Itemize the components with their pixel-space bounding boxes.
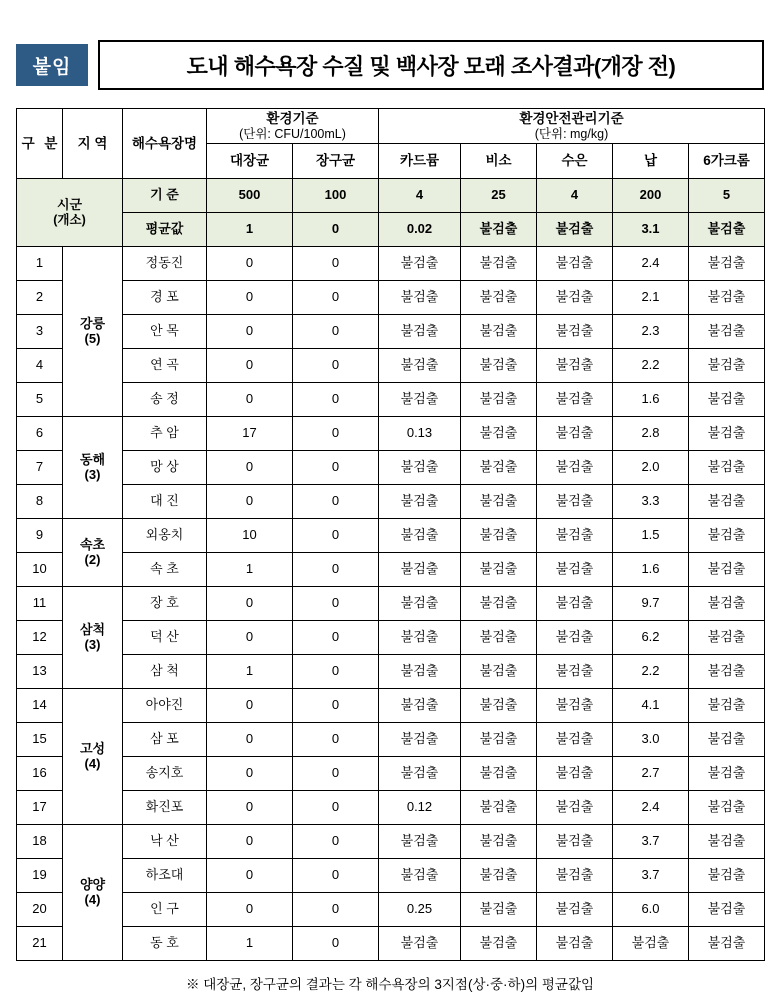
row-number-cell: 3	[17, 315, 63, 349]
table-row	[17, 315, 765, 349]
measurement-cell: 0	[207, 723, 293, 757]
row-number-cell: 13	[17, 655, 63, 689]
row-number-cell: 1	[17, 247, 63, 281]
measurement-cell: 불검출	[461, 417, 537, 451]
measurement-cell: 불검출	[689, 723, 765, 757]
measurement-cell: 2.2	[613, 349, 689, 383]
measurement-cell: 불검출	[537, 247, 613, 281]
measurement-cell: 불검출	[689, 281, 765, 315]
measurement-cell: 1.6	[613, 383, 689, 417]
standard-value-cell: 100	[293, 179, 379, 213]
measurement-cell: 불검출	[461, 383, 537, 417]
table-row	[17, 621, 765, 655]
col-header-gubun: 구 분	[17, 109, 63, 179]
measurement-cell: 0	[293, 315, 379, 349]
measurement-cell: 불검출	[537, 315, 613, 349]
measurement-cell: 0	[293, 349, 379, 383]
table-row	[17, 519, 765, 553]
row-number-cell: 21	[17, 927, 63, 961]
row-number-cell: 12	[17, 621, 63, 655]
measurement-cell: 0	[207, 281, 293, 315]
measurement-cell: 0	[293, 451, 379, 485]
region-cell: 고성 (4)	[63, 689, 123, 825]
measurement-cell: 불검출	[689, 247, 765, 281]
col-header-env-standard: 환경기준 (단위: CFU/100mL)	[207, 109, 379, 144]
table-row	[17, 893, 765, 927]
measurement-cell: 불검출	[537, 587, 613, 621]
measurement-cell: 0	[293, 859, 379, 893]
measurement-cell: 0	[293, 519, 379, 553]
beach-name-cell: 아야진	[123, 689, 207, 723]
measurement-cell: 0	[207, 315, 293, 349]
measurement-cell: 불검출	[461, 893, 537, 927]
measurement-cell: 0	[207, 859, 293, 893]
measurement-cell: 불검출	[537, 553, 613, 587]
measurement-cell: 불검출	[537, 281, 613, 315]
measurement-cell: 1	[207, 927, 293, 961]
row-number-cell: 2	[17, 281, 63, 315]
region-cell: 동해 (3)	[63, 417, 123, 519]
measurement-cell: 0	[207, 451, 293, 485]
col-header-lead: 납	[613, 144, 689, 179]
table-row	[17, 859, 765, 893]
table-row	[17, 723, 765, 757]
region-cell: 속초 (2)	[63, 519, 123, 587]
col-header-arsenic: 비소	[461, 144, 537, 179]
measurement-cell: 불검출	[689, 587, 765, 621]
measurement-cell: 불검출	[537, 791, 613, 825]
measurement-cell: 불검출	[689, 689, 765, 723]
measurement-cell: 불검출	[461, 281, 537, 315]
measurement-cell: 10	[207, 519, 293, 553]
table-row	[17, 553, 765, 587]
row-number-cell: 8	[17, 485, 63, 519]
row-number-cell: 9	[17, 519, 63, 553]
standard-value-cell: 200	[613, 179, 689, 213]
measurement-cell: 불검출	[689, 859, 765, 893]
table-row	[17, 281, 765, 315]
beach-name-cell: 하조대	[123, 859, 207, 893]
measurement-cell: 0	[207, 383, 293, 417]
table-row	[17, 587, 765, 621]
measurement-cell: 불검출	[537, 927, 613, 961]
measurement-cell: 불검출	[461, 655, 537, 689]
measurement-cell: 불검출	[461, 553, 537, 587]
measurement-cell: 0	[293, 825, 379, 859]
measurement-cell: 0	[207, 621, 293, 655]
measurement-cell: 불검출	[379, 723, 461, 757]
row-number-cell: 11	[17, 587, 63, 621]
standard-value-cell: 25	[461, 179, 537, 213]
row-number-cell: 18	[17, 825, 63, 859]
measurement-cell: 0	[207, 825, 293, 859]
measurement-cell: 0	[293, 893, 379, 927]
measurement-cell: 불검출	[537, 519, 613, 553]
row-number-cell: 10	[17, 553, 63, 587]
measurement-cell: 0	[293, 791, 379, 825]
measurement-cell: 0.25	[379, 893, 461, 927]
measurement-cell: 불검출	[537, 451, 613, 485]
table-head-row-1	[17, 109, 765, 144]
measurement-cell: 0	[207, 757, 293, 791]
measurement-cell: 불검출	[537, 349, 613, 383]
beach-name-cell: 동 호	[123, 927, 207, 961]
measurement-cell: 0	[207, 587, 293, 621]
row-number-cell: 4	[17, 349, 63, 383]
measurement-cell: 불검출	[537, 825, 613, 859]
sigun-label-cell: 시군 (개소)	[17, 179, 123, 247]
measurement-cell: 불검출	[689, 825, 765, 859]
measurement-cell: 0	[293, 281, 379, 315]
measurement-cell: 3.3	[613, 485, 689, 519]
measurement-cell: 3.7	[613, 859, 689, 893]
measurement-cell: 17	[207, 417, 293, 451]
table-row	[17, 791, 765, 825]
measurement-cell: 3.7	[613, 825, 689, 859]
measurement-cell: 불검출	[461, 757, 537, 791]
measurement-cell: 불검출	[461, 451, 537, 485]
measurement-cell: 0	[293, 621, 379, 655]
row-number-cell: 6	[17, 417, 63, 451]
measurement-cell: 0	[293, 655, 379, 689]
measurement-cell: 불검출	[689, 315, 765, 349]
table-row	[17, 927, 765, 961]
measurement-cell: 0.13	[379, 417, 461, 451]
row-number-cell: 19	[17, 859, 63, 893]
col-header-safety-standard: 환경안전관리기준 (단위: mg/kg)	[379, 109, 765, 144]
col-header-mercury: 수은	[537, 144, 613, 179]
measurement-cell: 불검출	[537, 757, 613, 791]
measurement-cell: 불검출	[379, 655, 461, 689]
measurement-cell: 1	[207, 655, 293, 689]
measurement-cell: 불검출	[379, 757, 461, 791]
row-number-cell: 16	[17, 757, 63, 791]
measurement-cell: 불검출	[379, 859, 461, 893]
document-header	[16, 40, 764, 90]
measurement-cell: 불검출	[689, 927, 765, 961]
col-header-cadmium: 카드뮴	[379, 144, 461, 179]
measurement-cell: 불검출	[379, 349, 461, 383]
col-header-enterococcus: 장구균	[293, 144, 379, 179]
measurement-cell: 불검출	[537, 655, 613, 689]
page-title: 도내 해수욕장 수질 및 백사장 모래 조사결과(개장 전)	[186, 53, 676, 79]
beach-name-cell: 송지호	[123, 757, 207, 791]
measurement-cell: 불검출	[689, 553, 765, 587]
beach-name-cell: 안 목	[123, 315, 207, 349]
measurement-cell: 불검출	[537, 689, 613, 723]
measurement-cell: 불검출	[379, 281, 461, 315]
measurement-cell: 9.7	[613, 587, 689, 621]
region-cell: 강릉 (5)	[63, 247, 123, 417]
measurement-cell: 불검출	[537, 417, 613, 451]
measurement-cell: 불검출	[689, 757, 765, 791]
table-row	[17, 485, 765, 519]
measurement-cell: 불검출	[461, 859, 537, 893]
measurement-cell: 0	[293, 247, 379, 281]
beach-name-cell: 속 초	[123, 553, 207, 587]
measurement-cell: 0	[293, 417, 379, 451]
average-value-cell: 0	[293, 213, 379, 247]
row-number-cell: 5	[17, 383, 63, 417]
measurement-cell: 불검출	[689, 621, 765, 655]
measurement-cell: 0	[207, 247, 293, 281]
measurement-cell: 불검출	[689, 451, 765, 485]
measurement-cell: 불검출	[613, 927, 689, 961]
row-number-cell: 7	[17, 451, 63, 485]
measurement-cell: 불검출	[537, 485, 613, 519]
standard-value-cell: 500	[207, 179, 293, 213]
measurement-cell: 불검출	[461, 485, 537, 519]
measurement-cell: 불검출	[689, 383, 765, 417]
col-header-coliform: 대장균	[207, 144, 293, 179]
measurement-cell: 0	[293, 927, 379, 961]
beach-name-cell: 화진포	[123, 791, 207, 825]
row-number-cell: 14	[17, 689, 63, 723]
measurement-cell: 6.2	[613, 621, 689, 655]
beach-name-cell: 장 호	[123, 587, 207, 621]
measurement-cell: 불검출	[689, 485, 765, 519]
measurement-cell: 2.2	[613, 655, 689, 689]
measurement-cell: 불검출	[537, 621, 613, 655]
measurement-cell: 2.3	[613, 315, 689, 349]
standard-label-cell: 기 준	[123, 179, 207, 213]
measurement-cell: 2.8	[613, 417, 689, 451]
average-value-cell: 3.1	[613, 213, 689, 247]
measurement-cell: 불검출	[379, 587, 461, 621]
measurement-cell: 0	[293, 757, 379, 791]
beach-name-cell: 삼 포	[123, 723, 207, 757]
measurement-cell: 0	[293, 553, 379, 587]
measurement-cell: 0.12	[379, 791, 461, 825]
beach-name-cell: 정동진	[123, 247, 207, 281]
region-cell: 양양 (4)	[63, 825, 123, 961]
measurement-cell: 불검출	[537, 859, 613, 893]
table-row	[17, 247, 765, 281]
row-number-cell: 15	[17, 723, 63, 757]
measurement-cell: 0	[293, 587, 379, 621]
measurement-cell: 불검출	[461, 587, 537, 621]
measurement-cell: 불검출	[537, 383, 613, 417]
table-row	[17, 757, 765, 791]
footnote: ※ 대장균, 장구균의 결과는 각 해수욕장의 3지점(상·중·하)의 평균값임	[185, 977, 595, 992]
standard-row	[17, 179, 765, 213]
standard-value-cell: 5	[689, 179, 765, 213]
average-value-cell: 불검출	[461, 213, 537, 247]
measurement-cell: 0	[293, 723, 379, 757]
measurement-cell: 2.0	[613, 451, 689, 485]
row-number-cell: 20	[17, 893, 63, 927]
col-header-region: 지 역	[63, 109, 123, 179]
beach-name-cell: 삼 척	[123, 655, 207, 689]
measurement-cell: 불검출	[379, 689, 461, 723]
measurement-cell: 불검출	[379, 451, 461, 485]
measurement-cell: 0	[207, 893, 293, 927]
title-box	[98, 40, 764, 90]
measurement-cell: 불검출	[461, 621, 537, 655]
measurement-cell: 불검출	[461, 689, 537, 723]
table-row	[17, 349, 765, 383]
measurement-cell: 0	[207, 689, 293, 723]
average-label-cell: 평균값	[123, 213, 207, 247]
beach-name-cell: 추 암	[123, 417, 207, 451]
measurement-cell: 0	[207, 791, 293, 825]
beach-name-cell: 낙 산	[123, 825, 207, 859]
measurement-cell: 2.4	[613, 791, 689, 825]
beach-name-cell: 덕 산	[123, 621, 207, 655]
measurement-cell: 불검출	[379, 553, 461, 587]
measurement-cell: 0	[207, 485, 293, 519]
measurement-cell: 불검출	[379, 315, 461, 349]
beach-name-cell: 외옹치	[123, 519, 207, 553]
measurement-cell: 불검출	[379, 621, 461, 655]
measurement-cell: 불검출	[537, 893, 613, 927]
col-header-beach: 해수욕장명	[123, 109, 207, 179]
table-head	[17, 109, 765, 179]
table-row	[17, 417, 765, 451]
beach-name-cell: 인 구	[123, 893, 207, 927]
table-row	[17, 451, 765, 485]
region-cell: 삼척 (3)	[63, 587, 123, 689]
measurement-cell: 불검출	[461, 349, 537, 383]
row-number-cell: 17	[17, 791, 63, 825]
table-row	[17, 689, 765, 723]
average-value-cell: 0.02	[379, 213, 461, 247]
beach-name-cell: 망 상	[123, 451, 207, 485]
measurement-cell: 불검출	[689, 519, 765, 553]
measurement-cell: 불검출	[461, 791, 537, 825]
attachment-badge: 붙임	[16, 44, 88, 86]
measurement-cell: 2.1	[613, 281, 689, 315]
measurement-cell: 4.1	[613, 689, 689, 723]
measurement-cell: 불검출	[689, 655, 765, 689]
measurement-cell: 6.0	[613, 893, 689, 927]
col-header-chromium: 6가크롬	[689, 144, 765, 179]
average-value-cell: 불검출	[537, 213, 613, 247]
measurement-cell: 불검출	[461, 825, 537, 859]
measurement-cell: 불검출	[461, 519, 537, 553]
measurement-cell: 불검출	[379, 485, 461, 519]
standard-value-cell: 4	[537, 179, 613, 213]
beach-name-cell: 송 정	[123, 383, 207, 417]
measurement-cell: 불검출	[379, 927, 461, 961]
measurement-cell: 3.0	[613, 723, 689, 757]
measurement-cell: 불검출	[689, 417, 765, 451]
table-row	[17, 825, 765, 859]
measurement-cell: 0	[293, 485, 379, 519]
average-value-cell: 1	[207, 213, 293, 247]
measurement-cell: 불검출	[379, 383, 461, 417]
measurement-cell: 불검출	[537, 723, 613, 757]
beach-name-cell: 대 진	[123, 485, 207, 519]
measurement-cell: 1	[207, 553, 293, 587]
measurement-cell: 2.4	[613, 247, 689, 281]
average-row	[17, 213, 765, 247]
beach-name-cell: 연 곡	[123, 349, 207, 383]
measurement-cell: 1.5	[613, 519, 689, 553]
measurement-cell: 불검출	[379, 247, 461, 281]
table-row	[17, 383, 765, 417]
measurement-cell: 불검출	[461, 247, 537, 281]
measurement-cell: 불검출	[461, 927, 537, 961]
measurement-cell: 0	[293, 383, 379, 417]
table-body	[17, 179, 765, 961]
measurement-cell: 불검출	[689, 893, 765, 927]
table-row	[17, 655, 765, 689]
measurement-cell: 불검출	[461, 315, 537, 349]
survey-results-table	[16, 108, 765, 961]
measurement-cell: 2.7	[613, 757, 689, 791]
beach-name-cell: 경 포	[123, 281, 207, 315]
measurement-cell: 불검출	[689, 791, 765, 825]
standard-value-cell: 4	[379, 179, 461, 213]
measurement-cell: 0	[207, 349, 293, 383]
measurement-cell: 불검출	[379, 519, 461, 553]
measurement-cell: 불검출	[689, 349, 765, 383]
measurement-cell: 1.6	[613, 553, 689, 587]
average-value-cell: 불검출	[689, 213, 765, 247]
measurement-cell: 불검출	[461, 723, 537, 757]
measurement-cell: 0	[293, 689, 379, 723]
measurement-cell: 불검출	[379, 825, 461, 859]
